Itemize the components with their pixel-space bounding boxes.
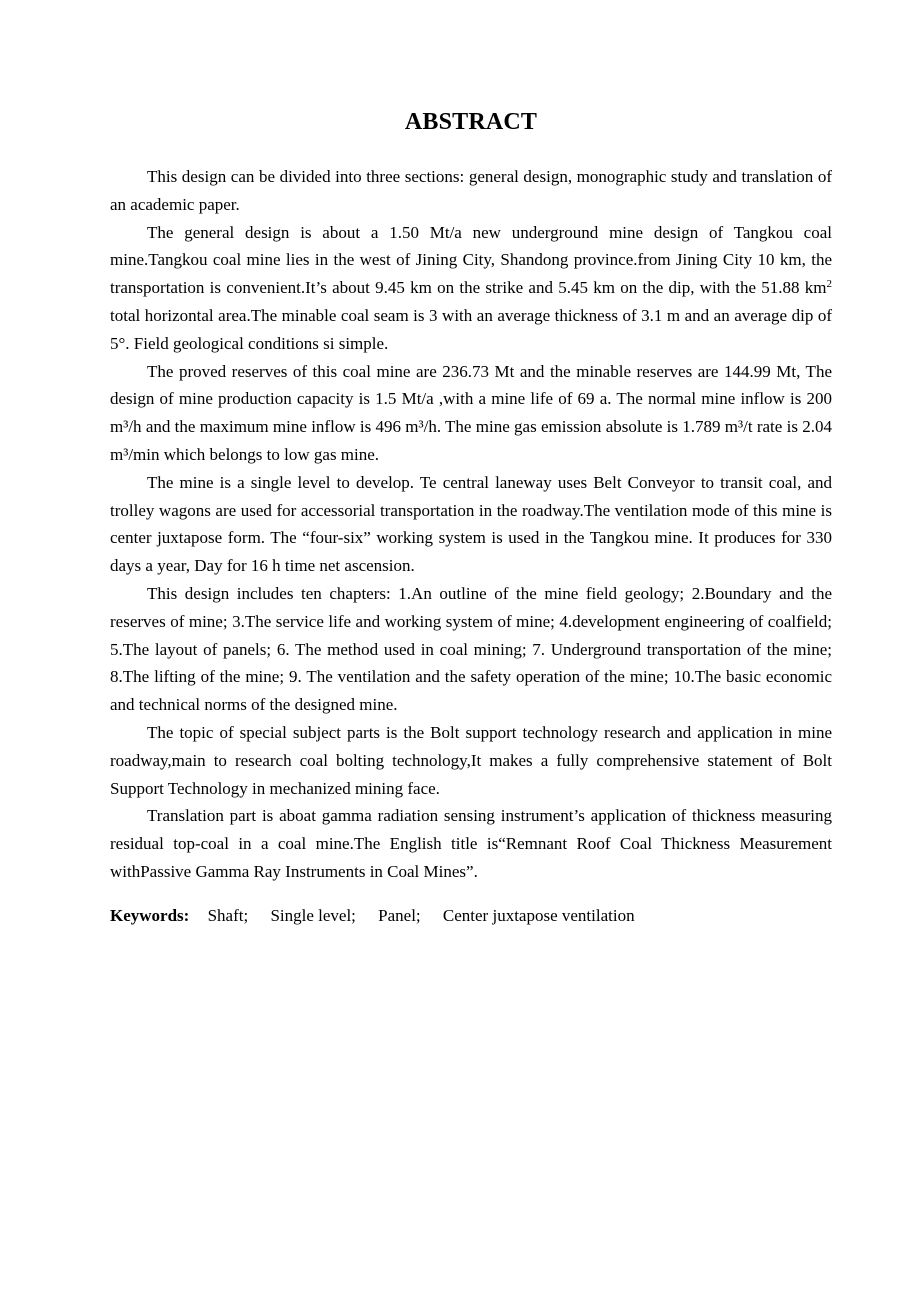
keywords-line	[110, 902, 832, 930]
keyword-item: Panel;	[378, 905, 421, 925]
paragraph-chapters: This design includes ten chapters: 1.An outline of the mine field geology; 2.Boundary and the reserves of mine; 3.The service life and working system of mine; 4.development engineering of coalfield; 5.The layout of panels; 6. The method used in coal mining; 7. Underground transportation of the mine; 8.The lifting of the mine; 9. The ventilation and the safety operation of the mine; 10.The basic economic and technical norms of the designed mine.	[110, 583, 832, 715]
paragraph-sections: This design can be divided into three sections: general design, monographic study and translation of an academic paper.	[110, 167, 832, 214]
page-title: ABSTRACT	[404, 109, 538, 135]
paragraph-reserves: The proved reserves of this coal mine are 236.73 Mt and the minable reserves are 144.99 Mt, The design of mine production capacity is 1.5 Mt/a ,with a mine life of 69 a. The normal mine inflow is 200 m³/h and the maximum mine inflow is 496 m³/h. The mine gas emission absolute is 1.789 m³/t rate is 2.04 m³/min which belongs to low gas mine.	[110, 361, 832, 464]
paragraph-translation: Translation part is aboat gamma radiation sensing instrument’s application of thickness measuring residual top-coal in a coal mine.The English title is“Remnant Roof Coal Thickness Measurement withPassive Gamma Ray Instruments in Coal Mines”.	[110, 806, 832, 881]
paragraph-special-subject: The topic of special subject parts is the Bolt support technology research and application in mine roadway,main to research coal bolting technology,It makes a fully comprehensive statement of Bolt Support Technology in mechanized mining face.	[110, 722, 832, 798]
abstract-page	[110, 106, 832, 930]
paragraph-text: total horizontal area.The minable coal seam is 3 with an average thickness of 3.1 m and an average dip of 5°. Field geological conditions si simple.	[110, 305, 832, 353]
keywords-label: Keywords:	[110, 905, 190, 925]
superscript: 2	[826, 278, 832, 291]
keyword-item: Center juxtapose ventilation	[442, 905, 635, 925]
paragraph-development: The mine is a single level to develop. Te central laneway uses Belt Conveyor to transit coal, and trolley wagons are used for accessorial transportation in the roadway.The ventilation mode of this mine is center juxtapose form. The “four-six” working system is used in the Tangkou mine. It produces for 330 days a year, Day for 16 h time net ascension.	[110, 472, 832, 576]
paragraph-text: The general design is about a 1.50 Mt/a new underground mine design of Tangkou coal mine.Tangkou coal mine lies in the west of Jining City, Shandong province.from Jining City 10 km, the transportation is convenient.It’s about 9.45 km on the strike and 5.45 km on the dip, with the 51.88 km	[110, 222, 832, 298]
keyword-item: Shaft;	[207, 905, 249, 925]
keyword-item: Single level;	[270, 905, 356, 925]
paragraph-general-design	[110, 219, 832, 358]
